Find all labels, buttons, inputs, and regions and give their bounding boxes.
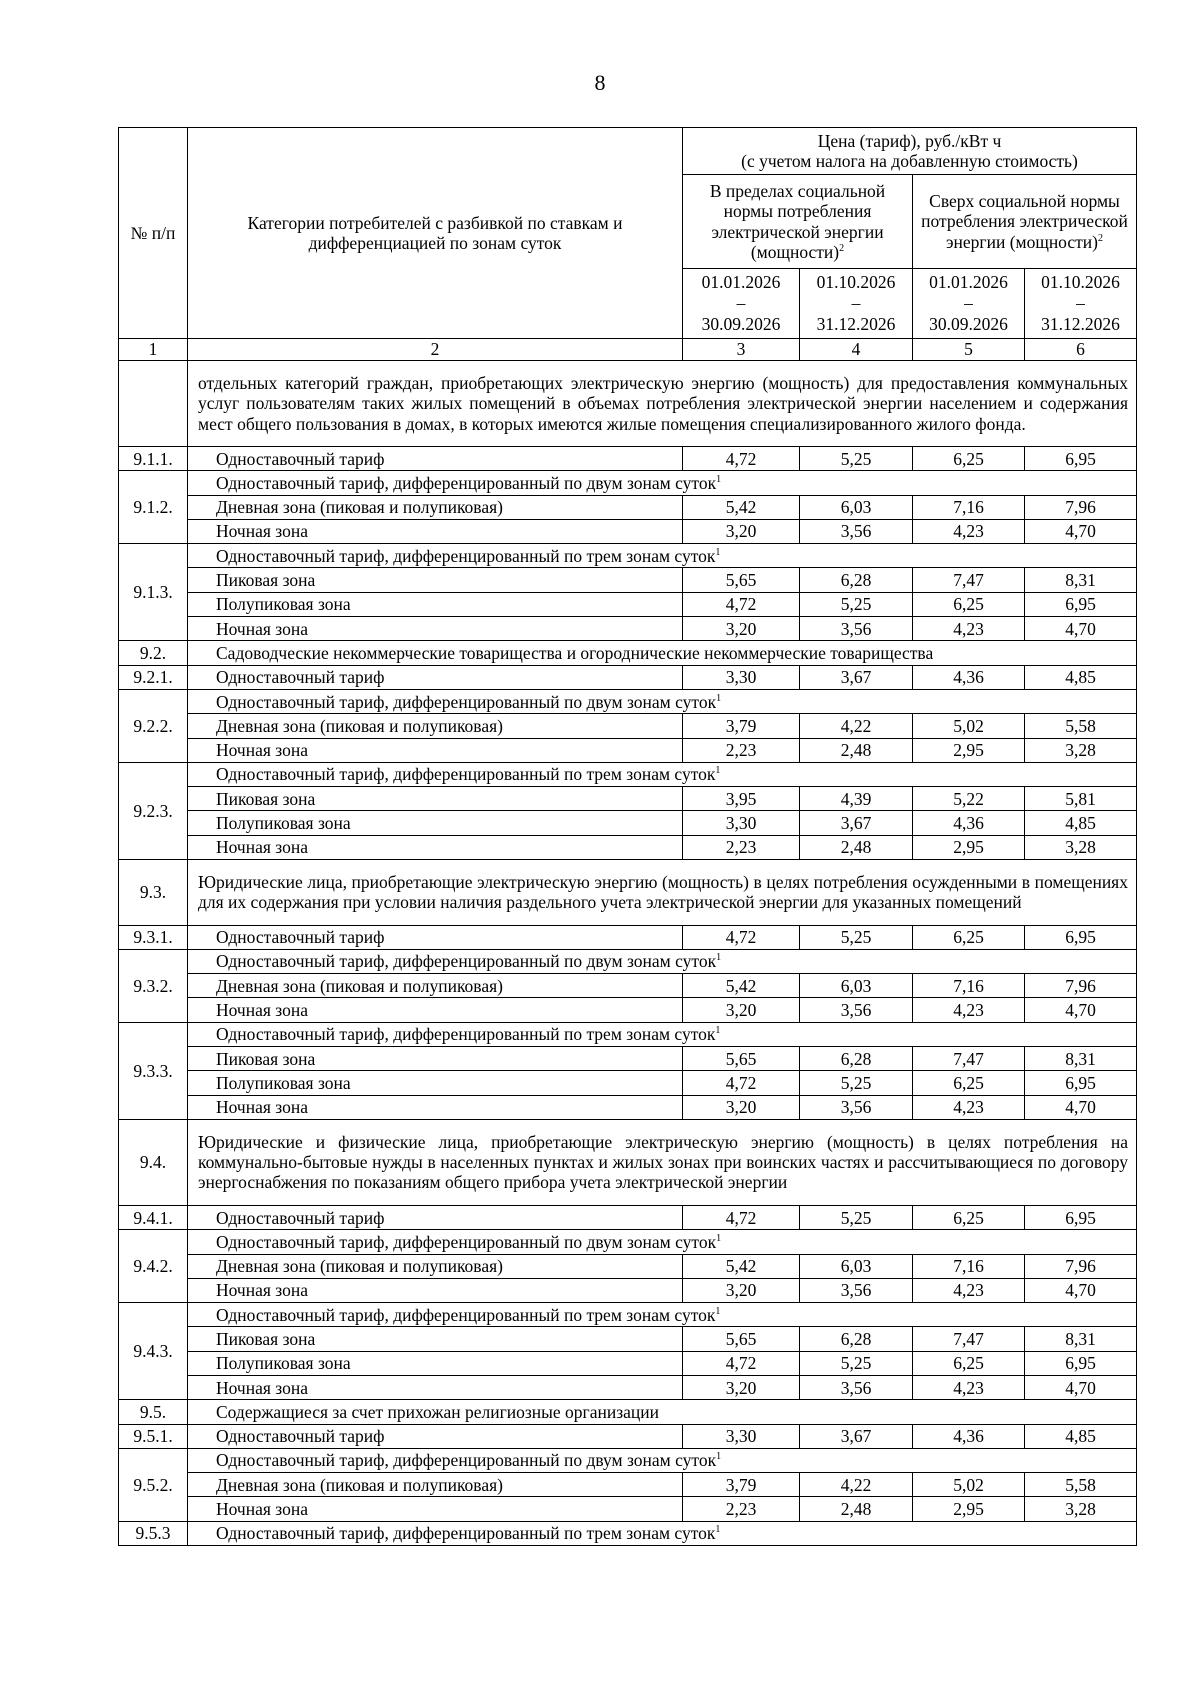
section-title-text: Содержащиеся за счет прихожан религиозные организации [216,1401,660,1422]
tariff-value: 5,58 [1025,1473,1137,1497]
tariff-group-title-row [119,762,1137,786]
tariff-value: 2,23 [683,1497,800,1521]
tariff-zone-row [119,1351,1137,1375]
tariff-value: 3,79 [683,1473,800,1497]
tariff-zone-label: Полупиковая зона [188,811,683,835]
tariff-group-title [188,1303,1137,1327]
tariff-value: 4,36 [913,665,1025,689]
tariff-value: 3,56 [800,519,913,543]
tariff-value: 6,03 [800,495,913,519]
tariff-value: 7,16 [913,1254,1025,1278]
row-number: 9.5.1. [119,1424,188,1448]
tariff-zone-label: Дневная зона (пиковая и полупиковая) [188,714,683,738]
tariff-value: 3,30 [683,811,800,835]
tariff-row [119,447,1137,471]
tariff-zone-row [119,811,1137,835]
tariff-value: 2,23 [683,835,800,859]
row-number: 9.1.1. [119,447,188,471]
tariff-group-title-row [119,689,1137,713]
tariff-value: 4,23 [913,617,1025,641]
row-number: 9.2.3. [119,762,188,859]
tariff-value: 7,96 [1025,495,1137,519]
tariff-group-title-text: Одноставочный тариф, дифференцированный по двум зонам суток [216,1450,717,1471]
tariff-group-title-text: Одноставочный тариф, дифференцированный по трем зонам суток [216,545,716,566]
tariff-value: 6,95 [1025,925,1137,949]
tariff-group-title-text: Одноставочный тариф, дифференцированный по двум зонам суток [216,1231,717,1252]
tariff-value: 2,95 [913,738,1025,762]
tariff-value: 5,42 [683,1254,800,1278]
tariff-value: 6,28 [800,568,913,592]
tariff-group-title-row [119,471,1137,495]
tariff-value: 4,72 [683,1351,800,1375]
tariff-zone-row [119,495,1137,519]
tariff-value: 4,36 [913,811,1025,835]
tariff-value: 2,23 [683,738,800,762]
column-number: 3 [683,339,800,361]
tariff-zone-label: Ночная зона [188,835,683,859]
tariff-value: 5,02 [913,1473,1025,1497]
row-number: 9.2.1. [119,665,188,689]
row-number: 9.3. [119,860,188,926]
period-cell: 01.01.2026 – 30.09.2026 [683,269,800,339]
period-cell: 01.01.2026 – 30.09.2026 [913,269,1025,339]
row-number: 9.2. [119,641,188,665]
tariff-value: 6,25 [913,1351,1025,1375]
tariff-zone-label: Ночная зона [188,519,683,543]
row-number: 9.4.3. [119,1303,188,1400]
tariff-value: 6,03 [800,1254,913,1278]
tariff-zone-row [119,1278,1137,1302]
footnote-mark-2: 2 [1097,232,1103,244]
tariff-group-title-text: Одноставочный тариф, дифференцированный по трем зонам суток [216,764,716,785]
tariff-group-title-row [119,949,1137,973]
section-title [188,1521,1137,1545]
tariff-value: 7,96 [1025,1254,1137,1278]
footnote-mark-1: 1 [715,546,721,558]
tariff-value: 6,95 [1025,447,1137,471]
tariff-group-title-row [119,1448,1137,1472]
footnote-mark-1: 1 [715,1025,721,1037]
tariff-zone-label: Ночная зона [188,1497,683,1521]
footnote-mark-2: 2 [839,242,845,254]
tariff-value: 3,28 [1025,738,1137,762]
tariff-zone-row [119,1376,1137,1400]
header-category: Категории потребителей с разбивкой по ставкам и дифференциацией по зонам суток [188,128,683,339]
category-description: Юридические лица, приобретающие электрическую энергию (мощность) в целях потребления осужденными в помещениях для их содержания при условии наличия раздельного учета электрической энергии для указанных помещений [188,860,1137,926]
period-cell: 01.10.2026 – 31.12.2026 [1025,269,1137,339]
tariff-value: 5,25 [800,925,913,949]
column-number: 5 [913,339,1025,361]
tariff-value: 6,95 [1025,592,1137,616]
tariff-value: 2,48 [800,835,913,859]
section-row [119,1400,1137,1424]
tariff-label: Одноставочный тариф [188,665,683,689]
tariff-value: 5,81 [1025,787,1137,811]
tariff-group-title-row [119,1230,1137,1254]
tariff-value: 4,22 [800,714,913,738]
tariff-zone-label: Ночная зона [188,1376,683,1400]
tariff-value: 2,95 [913,1497,1025,1521]
tariff-value: 8,31 [1025,1327,1137,1351]
row-number [119,361,188,447]
tariff-label: Одноставочный тариф [188,447,683,471]
tariff-value: 5,65 [683,568,800,592]
row-number: 9.3.1. [119,925,188,949]
tariff-zone-label: Дневная зона (пиковая и полупиковая) [188,1473,683,1497]
tariff-group-title [188,762,1137,786]
tariff-value: 7,16 [913,495,1025,519]
tariff-group-title [188,1230,1137,1254]
section-title [188,1400,1137,1424]
tariff-group-title [188,1448,1137,1472]
tariff-zone-label: Пиковая зона [188,787,683,811]
tariff-zone-row [119,568,1137,592]
tariff-value: 4,72 [683,1071,800,1095]
tariff-group-title-text: Одноставочный тариф, дифференцированный по трем зонам суток [216,1024,716,1045]
tariff-group-title-row [119,544,1137,568]
tariff-label: Одноставочный тариф [188,1205,683,1229]
footnote-mark-1: 1 [716,1232,722,1244]
row-number: 9.1.2. [119,471,188,544]
tariff-zone-row [119,714,1137,738]
header-within-norm [683,175,913,269]
tariff-value: 3,67 [800,1424,913,1448]
tariff-zone-row [119,1327,1137,1351]
tariff-zone-label: Пиковая зона [188,568,683,592]
tariff-value: 4,70 [1025,519,1137,543]
tariff-group-title [188,949,1137,973]
category-text-row [119,361,1137,447]
footnote-mark-1: 1 [715,1305,721,1317]
tariff-value: 7,16 [913,974,1025,998]
tariff-value: 6,25 [913,1071,1025,1095]
tariff-value: 3,79 [683,714,800,738]
header-above-norm [913,175,1137,269]
tariff-value: 8,31 [1025,568,1137,592]
section-title-text: Садоводческие некоммерческие товарищества и огороднические некоммерческие товарищества [216,642,934,663]
tariff-label: Одноставочный тариф [188,1424,683,1448]
row-number: 9.4.1. [119,1205,188,1229]
tariff-row [119,925,1137,949]
tariff-row [119,1205,1137,1229]
tariff-value: 4,23 [913,1278,1025,1302]
tariff-zone-row [119,998,1137,1022]
tariff-group-title [188,1022,1137,1046]
tariff-value: 3,20 [683,617,800,641]
tariff-zone-label: Ночная зона [188,738,683,762]
tariff-value: 4,85 [1025,1424,1137,1448]
tariff-zone-row [119,617,1137,641]
tariff-value: 5,25 [800,1071,913,1095]
tariff-value: 2,95 [913,835,1025,859]
page-number: 8 [594,70,606,95]
row-number: 9.2.2. [119,689,188,762]
tariff-value: 4,70 [1025,1278,1137,1302]
tariff-value: 3,20 [683,1278,800,1302]
tariff-zone-label: Ночная зона [188,1278,683,1302]
tariff-value: 8,31 [1025,1047,1137,1071]
row-number: 9.4.2. [119,1230,188,1303]
tariff-value: 5,58 [1025,714,1137,738]
row-number: 9.5.2. [119,1448,188,1521]
tariff-value: 5,25 [800,1205,913,1229]
tariff-value: 5,25 [800,1351,913,1375]
tariff-value: 6,25 [913,1205,1025,1229]
tariff-value: 6,03 [800,974,913,998]
tariff-value: 5,65 [683,1327,800,1351]
tariff-value: 6,95 [1025,1205,1137,1229]
tariff-group-title-text: Одноставочный тариф, дифференцированный по двум зонам суток [216,951,717,972]
tariff-value: 4,22 [800,1473,913,1497]
tariff-row [119,665,1137,689]
tariff-group-title [188,544,1137,568]
tariff-value: 5,25 [800,592,913,616]
tariff-row [119,1424,1137,1448]
tariff-zone-label: Ночная зона [188,998,683,1022]
tariff-zone-label: Дневная зона (пиковая и полупиковая) [188,974,683,998]
tariff-group-title [188,471,1137,495]
column-number: 6 [1025,339,1137,361]
tariff-value: 4,36 [913,1424,1025,1448]
tariff-zone-label: Полупиковая зона [188,1071,683,1095]
tariff-value: 4,70 [1025,617,1137,641]
tariff-zone-row [119,835,1137,859]
header-price-line2: (с учетом налога на добавленную стоимость) [741,151,1078,171]
category-description: отдельных категорий граждан, приобретающих электрическую энергию (мощность) для предоставления коммунальных услуг пользователям таких жилых помещений в объемах потребления электрической энергии населением и содержания мест общего пользования в домах, в которых имеются жилые помещения специализированного жилого фонда. [188,361,1137,447]
tariff-value: 2,48 [800,738,913,762]
tariff-table [118,127,1137,1546]
footnote-mark-1: 1 [716,1451,722,1463]
tariff-value: 3,67 [800,811,913,835]
tariff-group-title-text: Одноставочный тариф, дифференцированный по двум зонам суток [216,691,717,712]
section-row [119,1521,1137,1545]
tariff-zone-row [119,787,1137,811]
tariff-value: 4,70 [1025,1095,1137,1119]
tariff-value: 4,72 [683,925,800,949]
tariff-group-title-row [119,1303,1137,1327]
header-price-line1: Цена (тариф), руб./кВт ч [817,130,1002,151]
tariff-value: 3,20 [683,519,800,543]
tariff-label: Одноставочный тариф [188,925,683,949]
column-number: 4 [800,339,913,361]
tariff-zone-row [119,519,1137,543]
tariff-value: 3,56 [800,1278,913,1302]
tariff-value: 6,28 [800,1047,913,1071]
section-title-text: Одноставочный тариф, дифференцированный по трем зонам суток [216,1523,716,1544]
row-number: 9.5.3 [119,1521,188,1545]
tariff-value: 3,20 [683,998,800,1022]
tariff-value: 3,56 [800,1376,913,1400]
tariff-value: 4,70 [1025,998,1137,1022]
column-number-row [119,339,1137,361]
category-text-row [119,860,1137,926]
header-num: № п/п [119,128,188,339]
tariff-zone-label: Полупиковая зона [188,1351,683,1375]
tariff-value: 4,23 [913,1095,1025,1119]
tariff-value: 4,72 [683,447,800,471]
tariff-value: 3,20 [683,1376,800,1400]
footnote-mark-1: 1 [715,765,721,777]
tariff-value: 3,30 [683,1424,800,1448]
tariff-value: 4,23 [913,1376,1025,1400]
tariff-value: 3,30 [683,665,800,689]
tariff-value: 6,95 [1025,1071,1137,1095]
tariff-value: 3,28 [1025,1497,1137,1521]
tariff-value: 6,25 [913,925,1025,949]
row-number: 9.3.3. [119,1022,188,1119]
tariff-value: 5,22 [913,787,1025,811]
tariff-group-title-text: Одноставочный тариф, дифференцированный по двум зонам суток [216,472,717,493]
tariff-zone-row [119,738,1137,762]
tariff-body [119,361,1137,1546]
tariff-value: 7,47 [913,568,1025,592]
tariff-value: 6,28 [800,1327,913,1351]
tariff-value: 5,42 [683,495,800,519]
tariff-zone-row [119,1473,1137,1497]
tariff-value: 3,28 [1025,835,1137,859]
tariff-value: 3,95 [683,787,800,811]
tariff-zone-label: Ночная зона [188,1095,683,1119]
footnote-mark-1: 1 [715,1524,721,1536]
tariff-value: 4,23 [913,519,1025,543]
section-title [188,641,1137,665]
tariff-value: 3,67 [800,665,913,689]
tariff-zone-row [119,1095,1137,1119]
tariff-group-title-text: Одноставочный тариф, дифференцированный по трем зонам суток [216,1304,716,1325]
section-row [119,641,1137,665]
tariff-value: 4,72 [683,592,800,616]
footnote-mark-1: 1 [716,692,722,704]
tariff-value: 7,47 [913,1327,1025,1351]
tariff-zone-row [119,1071,1137,1095]
tariff-value: 2,48 [800,1497,913,1521]
row-number: 9.1.3. [119,544,188,641]
tariff-value: 3,56 [800,1095,913,1119]
tariff-zone-row [119,1254,1137,1278]
tariff-zone-label: Полупиковая зона [188,592,683,616]
tariff-value: 4,39 [800,787,913,811]
tariff-value: 6,25 [913,592,1025,616]
category-description: Юридические и физические лица, приобретающие электрическую энергию (мощность) в целях потребления на коммунально-бытовые нужды в населенных пунктах и жилых зонах при воинских частях и рассчитывающиеся по договору энергоснабжения по показаниям общего прибора учета электрической энергии [188,1119,1137,1205]
tariff-value: 4,23 [913,998,1025,1022]
tariff-zone-label: Ночная зона [188,617,683,641]
tariff-value: 4,70 [1025,1376,1137,1400]
tariff-value: 5,02 [913,714,1025,738]
footnote-mark-1: 1 [716,474,722,486]
row-number: 9.4. [119,1119,188,1205]
tariff-value: 3,56 [800,617,913,641]
header-above-norm-text: Сверх социальной нормы потребления электрической энергии (мощности) [921,191,1128,252]
tariff-value: 4,85 [1025,665,1137,689]
tariff-zone-label: Дневная зона (пиковая и полупиковая) [188,495,683,519]
row-number: 9.5. [119,1400,188,1424]
category-text-row [119,1119,1137,1205]
tariff-value: 5,65 [683,1047,800,1071]
tariff-value: 5,25 [800,447,913,471]
tariff-value: 7,47 [913,1047,1025,1071]
tariff-group-title [188,689,1137,713]
tariff-value: 6,95 [1025,1351,1137,1375]
tariff-value: 3,56 [800,998,913,1022]
tariff-zone-label: Дневная зона (пиковая и полупиковая) [188,1254,683,1278]
tariff-value: 6,25 [913,447,1025,471]
column-number: 2 [188,339,683,361]
tariff-zone-row [119,592,1137,616]
header-within-norm-text: В пределах социальной нормы потребления электрической энергии (мощности) [709,181,886,262]
header-price [683,128,1137,175]
tariff-zone-label: Пиковая зона [188,1047,683,1071]
row-number: 9.3.2. [119,949,188,1022]
tariff-zone-row [119,1497,1137,1521]
tariff-value: 7,96 [1025,974,1137,998]
tariff-value: 5,42 [683,974,800,998]
period-cell: 01.10.2026 – 31.12.2026 [800,269,913,339]
tariff-value: 3,20 [683,1095,800,1119]
tariff-value: 4,85 [1025,811,1137,835]
tariff-zone-row [119,974,1137,998]
tariff-group-title-row [119,1022,1137,1046]
column-number: 1 [119,339,188,361]
tariff-zone-row [119,1047,1137,1071]
tariff-zone-label: Пиковая зона [188,1327,683,1351]
tariff-value: 4,72 [683,1205,800,1229]
footnote-mark-1: 1 [716,952,722,964]
